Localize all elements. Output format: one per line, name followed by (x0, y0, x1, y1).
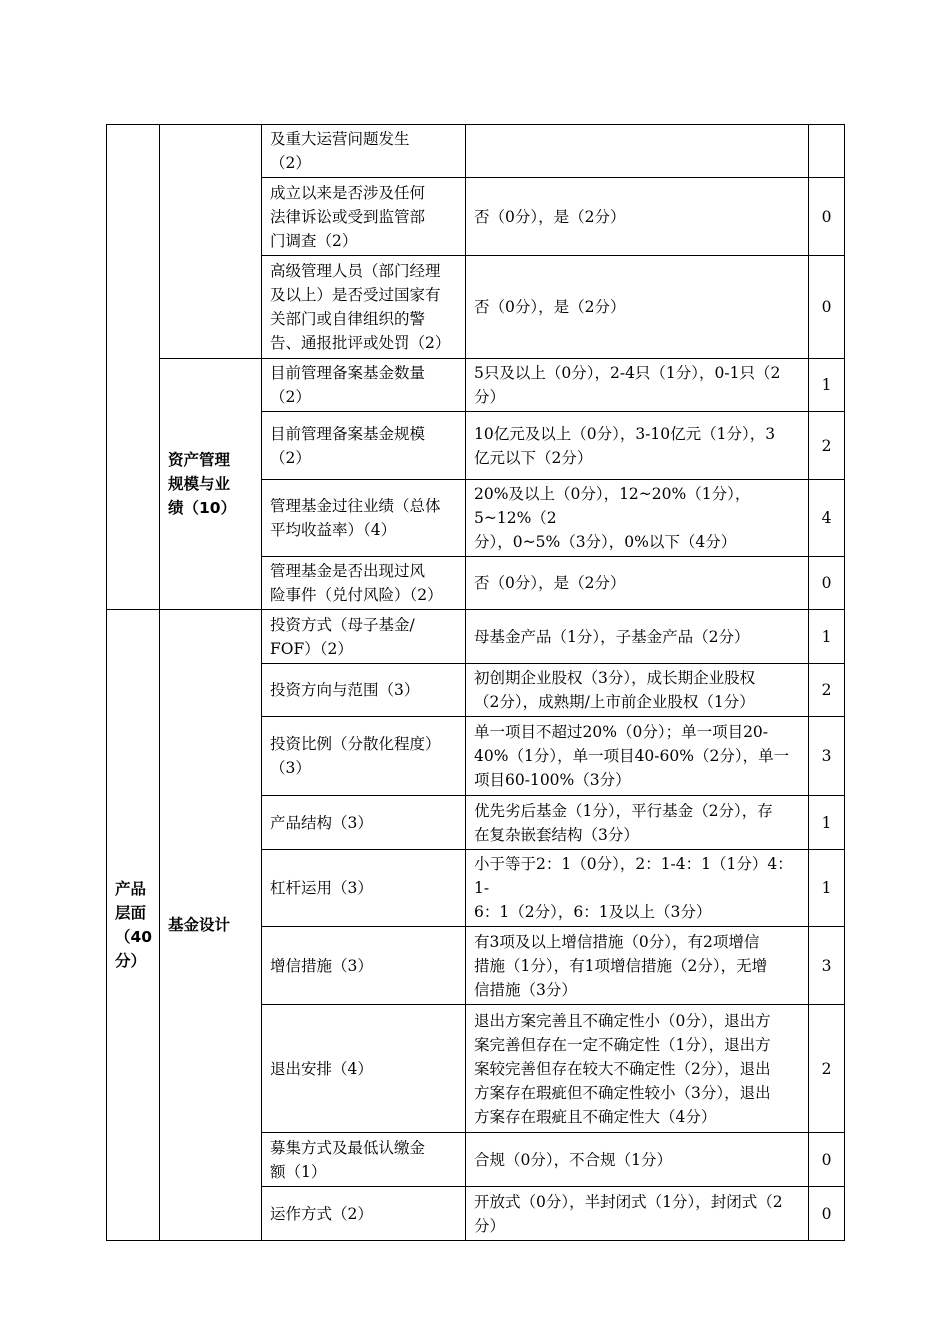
score-cell: 1 (809, 610, 845, 664)
score-cell: 3 (809, 717, 845, 796)
rule-cell: 否（0分），是（2分） (466, 557, 809, 610)
criterion-cell: 目前管理备案基金规模 （2） (262, 412, 466, 480)
score-cell: 0 (809, 256, 845, 359)
table-row (107, 359, 845, 412)
criterion-cell: 及重大运营问题发生 （2） (262, 125, 466, 178)
section-label-fund-design: 基金设计 (160, 610, 262, 1241)
rule-cell: 开放式（0分），半封闭式（1分），封闭式（2 分） (466, 1187, 809, 1241)
rule-cell: 初创期企业股权（3分），成长期企业股权 （2分），成熟期/上市前企业股权（1分） (466, 664, 809, 717)
rule-cell: 否（0分），是（2分） (466, 178, 809, 256)
criterion-cell: 退出安排（4） (262, 1005, 466, 1133)
criterion-cell: 成立以来是否涉及任何 法律诉讼或受到监管部 门调查（2） (262, 178, 466, 256)
table-row (107, 125, 845, 178)
criterion-cell: 投资方向与范围（3） (262, 664, 466, 717)
score-cell: 1 (809, 850, 845, 927)
rule-cell: 否（0分），是（2分） (466, 256, 809, 359)
criterion-cell: 产品结构（3） (262, 796, 466, 850)
criterion-cell: 投资比例（分散化程度） （3） (262, 717, 466, 796)
score-cell: 0 (809, 1187, 845, 1241)
section-cell-empty (160, 125, 262, 359)
rule-cell: 有3项及以上增信措施（0分），有2项增信 措施（1分），有1项增信措施（2分），无增 信措施（3分） (466, 927, 809, 1005)
score-cell: 3 (809, 927, 845, 1005)
criterion-cell: 目前管理备案基金数量 （2） (262, 359, 466, 412)
rule-cell: 退出方案完善且不确定性小（0分），退出方 案完善但存在一定不确定性（1分），退出方 案较完善但存在较大不确定性（2分），退出 方案存在瑕疵但不确定性较小（3分），退出 方案存在瑕疵且不确定性大（4分） (466, 1005, 809, 1133)
rule-cell: 10亿元及以上（0分），3-10亿元（1分），3 亿元以下（2分） (466, 412, 809, 480)
scoring-table (106, 124, 845, 1241)
score-cell: 0 (809, 557, 845, 610)
score-cell: 4 (809, 480, 845, 557)
section-label-asset-scale: 资产管理 规模与业 绩（10） (160, 359, 262, 610)
criterion-cell: 增信措施（3） (262, 927, 466, 1005)
rule-cell: 5只及以上（0分），2-4只（1分），0-1只（2 分） (466, 359, 809, 412)
score-cell: 1 (809, 796, 845, 850)
criterion-cell: 募集方式及最低认缴金 额（1） (262, 1133, 466, 1187)
rule-cell: 20%及以上（0分），12~20%（1分），5~12%（2 分），0~5%（3分），0%以下（4分） (466, 480, 809, 557)
criterion-cell: 高级管理人员（部门经理 及以上）是否受过国家有 关部门或自律组织的警 告、通报批评或处罚（2） (262, 256, 466, 359)
score-cell: 2 (809, 412, 845, 480)
rule-cell: 合规（0分），不合规（1分） (466, 1133, 809, 1187)
criterion-cell: 投资方式（母子基金/ FOF）（2） (262, 610, 466, 664)
score-cell: 2 (809, 664, 845, 717)
score-cell: 0 (809, 178, 845, 256)
rule-cell: 单一项目不超过20%（0分）；单一项目20- 40%（1分），单一项目40-60%（2分），单一 项目60-100%（3分） (466, 717, 809, 796)
score-cell (809, 125, 845, 178)
score-cell: 1 (809, 359, 845, 412)
rule-cell: 优先劣后基金（1分），平行基金（2分），存 在复杂嵌套结构（3分） (466, 796, 809, 850)
rule-cell: 小于等于2：1（0分），2：1-4：1（1分）4：1- 6：1（2分），6：1及以上（3分） (466, 850, 809, 927)
level-cell-empty (107, 125, 160, 610)
rule-cell: 母基金产品（1分），子基金产品（2分） (466, 610, 809, 664)
criterion-cell: 管理基金是否出现过风 险事件（兑付风险）（2） (262, 557, 466, 610)
criterion-cell: 杠杆运用（3） (262, 850, 466, 927)
level-label-product: 产品 层面 （40 分） (107, 610, 160, 1241)
score-cell: 0 (809, 1133, 845, 1187)
criterion-cell: 运作方式（2） (262, 1187, 466, 1241)
criterion-cell: 管理基金过往业绩（总体 平均收益率）（4） (262, 480, 466, 557)
score-cell: 2 (809, 1005, 845, 1133)
table-row (107, 610, 845, 664)
rule-cell (466, 125, 809, 178)
